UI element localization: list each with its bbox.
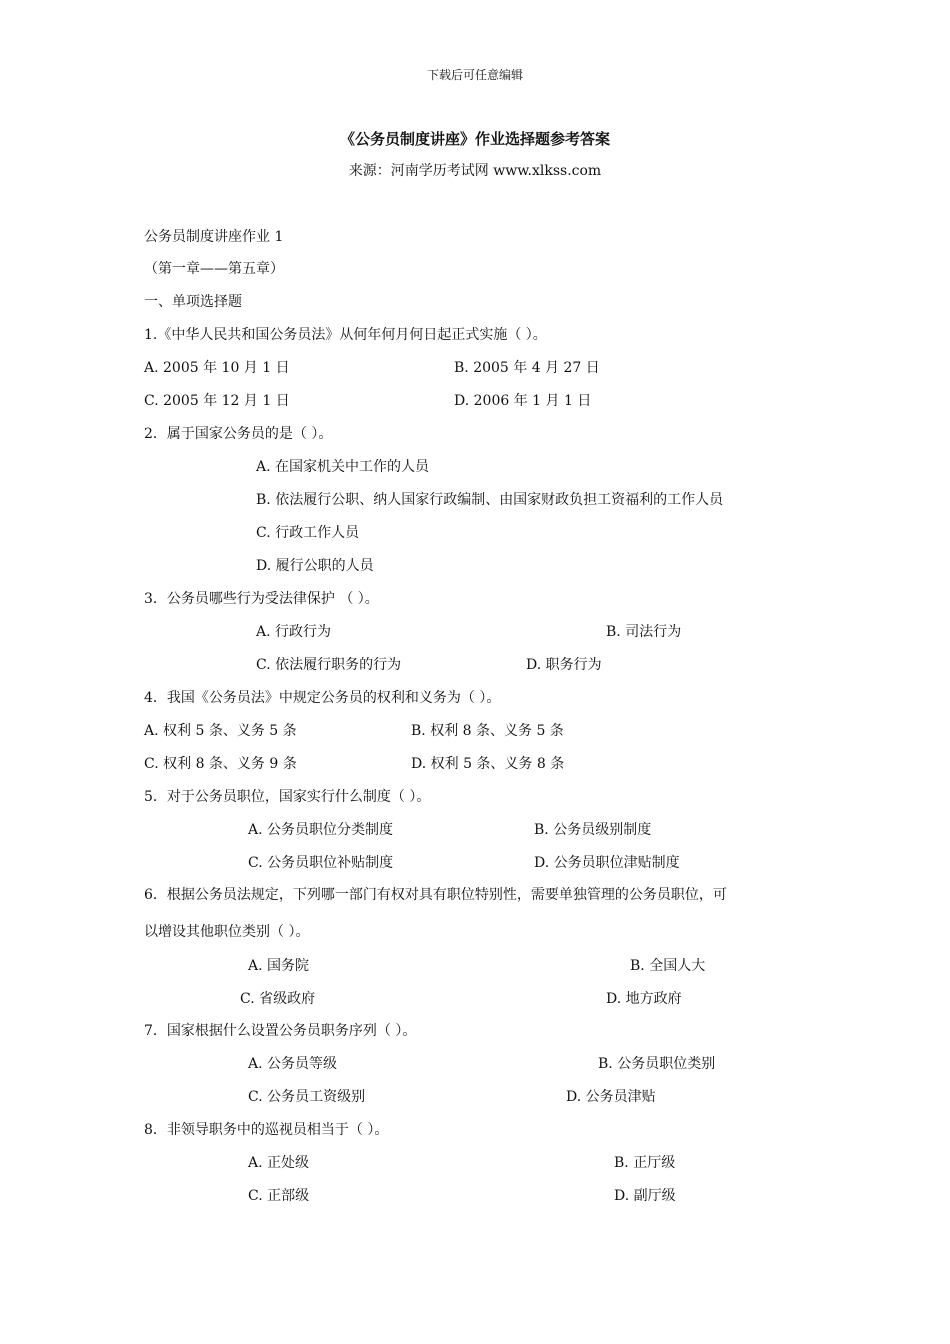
question-1-option-b: B. 2005 年 4 月 27 日 <box>454 360 600 376</box>
question-8-option-d: D. 副厅级 <box>614 1188 676 1204</box>
section-name: 公务员制度讲座作业 1 <box>144 229 284 245</box>
question-5-option-c: C. 公务员职位补贴制度 <box>248 855 394 871</box>
section-part: 一、单项选择题 <box>144 294 242 310</box>
question-4-option-d: D. 权利 5 条、义务 8 条 <box>411 756 565 772</box>
question-8-option-a: A. 正处级 <box>248 1155 310 1171</box>
question-4-option-c: C. 权利 8 条、义务 9 条 <box>144 756 297 772</box>
document-title: 《公务员制度讲座》作业选择题参考答案 <box>339 130 610 148</box>
question-3-option-b: B. 司法行为 <box>606 624 682 640</box>
question-1-stem: 1.《中华人民共和国公务员法》从何年何月何日起正式实施（ ）。 <box>144 327 547 343</box>
question-7-stem: 7．国家根据什么设置公务员职务序列（ ）。 <box>144 1023 417 1039</box>
question-3-option-d: D. 职务行为 <box>526 657 602 673</box>
question-3-stem: 3．公务员哪些行为受法律保护 （ ）。 <box>144 591 379 607</box>
question-7-option-d: D. 公务员津贴 <box>566 1089 656 1105</box>
question-8-option-c: C. 正部级 <box>248 1188 310 1204</box>
question-2-option-c: C. 行政工作人员 <box>256 525 360 541</box>
question-4-stem: 4．我国《公务员法》中规定公务员的权利和义务为（ ）。 <box>144 690 501 706</box>
question-8-stem: 8．非领导职务中的巡视员相当于（ ）。 <box>144 1122 389 1138</box>
question-1-option-c: C. 2005 年 12 月 1 日 <box>144 393 290 409</box>
question-6-option-c: C. 省级政府 <box>240 991 316 1007</box>
question-2-option-b: B. 依法履行公职、纳人国家行政编制、由国家财政负担工资福利的工作人员 <box>256 492 724 508</box>
question-3-option-c: C. 依法履行职务的行为 <box>256 657 402 673</box>
question-8-option-b: B. 正厅级 <box>614 1155 676 1171</box>
question-2-option-a: A. 在国家机关中工作的人员 <box>256 459 430 475</box>
question-1-option-a: A. 2005 年 10 月 1 日 <box>144 360 290 376</box>
question-7-option-c: C. 公务员工资级别 <box>248 1089 366 1105</box>
question-5-option-d: D. 公务员职位津贴制度 <box>534 855 680 871</box>
question-5-option-a: A. 公务员职位分类制度 <box>248 822 394 838</box>
question-4-option-b: B. 权利 8 条、义务 5 条 <box>411 723 564 739</box>
question-2-stem: 2．属于国家公务员的是（ ）。 <box>144 426 333 442</box>
question-2-option-d: D. 履行公职的人员 <box>256 558 374 574</box>
question-6-option-d: D. 地方政府 <box>606 991 682 1007</box>
question-3-option-a: A. 行政行为 <box>256 624 332 640</box>
question-5-stem: 5．对于公务员职位，国家实行什么制度（ ）。 <box>144 789 431 805</box>
question-6-option-a: A. 国务院 <box>248 958 310 974</box>
question-6-option-b: B. 全国人大 <box>630 958 706 974</box>
question-7-option-b: B. 公务员职位类别 <box>598 1056 716 1072</box>
document-source: 来源：河南学历考试网 www.xlkss.com <box>348 163 602 179</box>
question-5-option-b: B. 公务员级别制度 <box>534 822 652 838</box>
question-6-stem: 6．根据公务员法规定，下列哪一部门有权对具有职位特别性，需要单独管理的公务员职位，可 <box>144 887 727 903</box>
question-6-stem-continued: 以增设其他职位类别（ ）。 <box>144 924 310 940</box>
question-4-option-a: A. 权利 5 条、义务 5 条 <box>144 723 297 739</box>
question-1-option-d: D. 2006 年 1 月 1 日 <box>454 393 592 409</box>
header-note: 下载后可任意编辑 <box>426 68 523 82</box>
section-chapters: （第一章——第五章） <box>144 261 284 277</box>
question-7-option-a: A. 公务员等级 <box>248 1056 338 1072</box>
